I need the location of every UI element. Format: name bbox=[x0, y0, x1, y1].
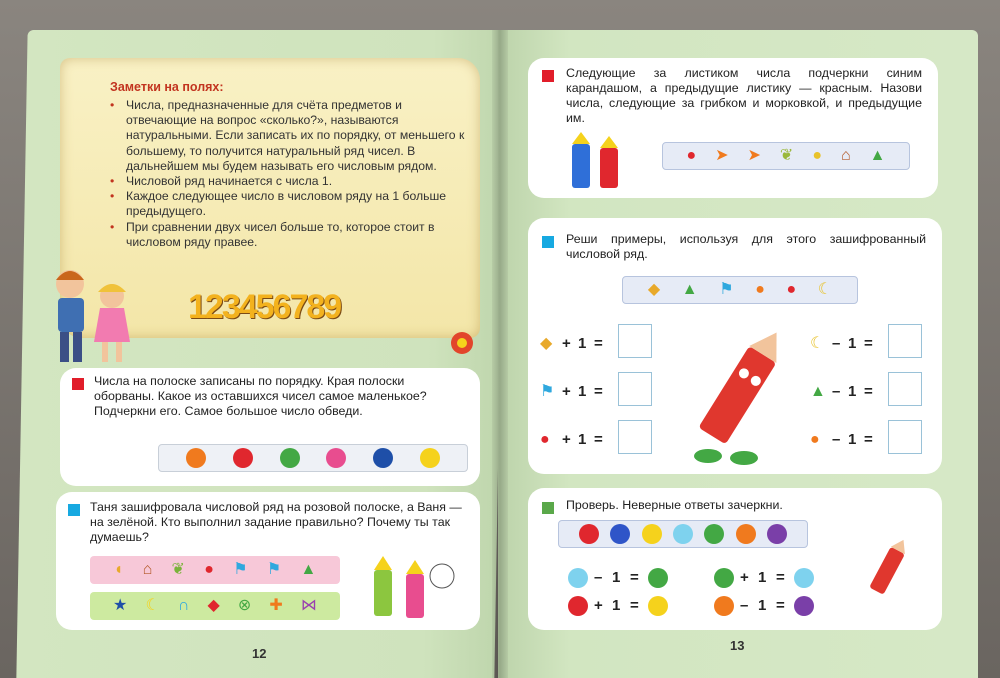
pink-strip bbox=[90, 556, 340, 584]
rainbow-icon: ∩ bbox=[177, 597, 190, 614]
pencils-illustration bbox=[562, 132, 642, 192]
task-card-ordering bbox=[60, 368, 480, 486]
margin-note: • Числовой ряд начинается с числа 1. bbox=[108, 174, 468, 189]
ball-icon: ● bbox=[810, 431, 820, 448]
dot-marker bbox=[736, 524, 756, 544]
book-spine bbox=[492, 30, 508, 678]
dot-marker bbox=[186, 448, 206, 468]
operator: + bbox=[594, 597, 603, 614]
cipher-strip bbox=[622, 276, 858, 304]
operand: 1 bbox=[578, 335, 587, 352]
dots-strip bbox=[158, 444, 468, 472]
moon-icon: ☾ bbox=[817, 281, 833, 298]
task-text: Следующие за листиком числа подчеркни синим карандашом, а предыдущие листику — красным. Назови числа, следующие за грибком и морковкой, и предыдущие им. bbox=[566, 66, 922, 125]
equals-sign: = bbox=[630, 569, 639, 586]
task-text: Таня зашифровала числовой ряд на розовой полоске, а Ваня — на зелёной. Кто выполнил задание правильно? Почему ты так думаешь? bbox=[90, 500, 462, 544]
operand: 1 bbox=[612, 597, 621, 614]
equals-sign: = bbox=[864, 335, 873, 352]
margin-notes-list bbox=[108, 98, 468, 250]
equals-sign: = bbox=[776, 597, 785, 614]
dot-marker bbox=[373, 448, 393, 468]
equals-sign: = bbox=[776, 569, 785, 586]
page-number-left: 12 bbox=[252, 646, 267, 661]
equals-sign: = bbox=[594, 335, 603, 352]
dot-marker bbox=[673, 524, 693, 544]
operand: 1 bbox=[758, 597, 767, 614]
red-square-icon bbox=[72, 378, 84, 390]
dot-marker bbox=[326, 448, 346, 468]
flower-icon bbox=[447, 328, 477, 358]
fish-icon: ◆ bbox=[540, 335, 553, 352]
red-square-icon bbox=[542, 70, 554, 82]
dot-marker[interactable] bbox=[648, 568, 668, 588]
answer-box[interactable] bbox=[888, 372, 922, 406]
answer-box[interactable] bbox=[618, 372, 652, 406]
flag-icon: ⚑ bbox=[266, 561, 282, 578]
dot-marker bbox=[568, 568, 588, 588]
dot-marker bbox=[704, 524, 724, 544]
answer-box[interactable] bbox=[888, 420, 922, 454]
moon-icon: ☾ bbox=[145, 597, 160, 614]
flag-icon: ⚑ bbox=[233, 561, 248, 578]
ball-icon: ● bbox=[755, 281, 765, 298]
equals-sign: = bbox=[594, 431, 603, 448]
apple-icon: ● bbox=[686, 147, 697, 164]
operand: 1 bbox=[578, 431, 587, 448]
operator: – bbox=[740, 597, 749, 614]
operator: – bbox=[832, 383, 841, 400]
tree-icon: ▲ bbox=[810, 383, 826, 400]
tree-icon: ▲ bbox=[681, 281, 698, 298]
dot-marker bbox=[568, 596, 588, 616]
margin-note: • Каждое следующее число в числовом ряду на 1 больше предыдущего. bbox=[108, 189, 468, 219]
circle-x-icon: ⊗ bbox=[237, 597, 252, 614]
operator: – bbox=[594, 569, 603, 586]
operand: 1 bbox=[758, 569, 767, 586]
turnip-icon: ● bbox=[812, 147, 822, 164]
moon-icon: ☾ bbox=[810, 335, 825, 352]
apple-icon: ● bbox=[540, 431, 550, 448]
task-card-examples bbox=[528, 218, 942, 474]
green-square-icon bbox=[542, 502, 554, 514]
operand: 1 bbox=[848, 335, 857, 352]
pear-icon: ◖ bbox=[113, 561, 124, 578]
operator: + bbox=[562, 383, 571, 400]
task-card-underline bbox=[528, 58, 938, 198]
operand: 1 bbox=[848, 431, 857, 448]
dot-marker[interactable] bbox=[648, 596, 668, 616]
operator: + bbox=[562, 431, 571, 448]
blue-square-icon bbox=[68, 504, 80, 516]
operand: 1 bbox=[578, 383, 587, 400]
dot-marker bbox=[642, 524, 662, 544]
task-text: Реши примеры, используя для этого зашифрованный числовой ряд. bbox=[566, 232, 926, 261]
operator: + bbox=[562, 335, 571, 352]
operand: 1 bbox=[848, 383, 857, 400]
dot-marker bbox=[714, 596, 734, 616]
task-text: Проверь. Неверные ответы зачеркни. bbox=[566, 498, 783, 512]
leaf-icon: ❦ bbox=[779, 147, 794, 164]
operand: 1 bbox=[612, 569, 621, 586]
food-strip bbox=[662, 142, 910, 170]
digits-illustration: 123456789 bbox=[188, 288, 341, 326]
tree-icon: ▲ bbox=[869, 147, 886, 164]
bow-icon: ⋈ bbox=[300, 597, 317, 614]
green-strip bbox=[90, 592, 340, 620]
carrot-icon: ➤ bbox=[747, 147, 761, 164]
operator: – bbox=[832, 335, 841, 352]
answer-box[interactable] bbox=[888, 324, 922, 358]
color-strip bbox=[558, 520, 808, 548]
dot-marker bbox=[280, 448, 300, 468]
margin-note: • При сравнении двух чисел больше то, которое стоит в числовом ряду правее. bbox=[108, 220, 468, 250]
equals-sign: = bbox=[630, 597, 639, 614]
blue-square-icon bbox=[542, 236, 554, 248]
leaf-icon: ❦ bbox=[171, 561, 185, 578]
apple-icon: ● bbox=[786, 281, 797, 298]
equals-sign: = bbox=[594, 383, 603, 400]
dot-marker bbox=[579, 524, 599, 544]
children-illustration bbox=[40, 262, 140, 368]
fish-icon: ◆ bbox=[647, 281, 661, 298]
cross-icon: ✚ bbox=[269, 597, 283, 614]
pencil-character-illustration bbox=[858, 534, 918, 604]
flag-icon: ⚑ bbox=[540, 383, 555, 400]
equals-sign: = bbox=[864, 383, 873, 400]
apple-icon: ● bbox=[204, 561, 214, 578]
dot-marker bbox=[767, 524, 787, 544]
arrow-up-icon: ▲ bbox=[300, 561, 317, 578]
flag-icon: ⚑ bbox=[719, 281, 734, 298]
operator: – bbox=[832, 431, 841, 448]
task-text: Числа на полоске записаны по порядку. Края полоски оборваны. Какое из оставшихся чисел самое маленькое? Подчеркни его. Самое большое число обведи. bbox=[94, 374, 427, 418]
mushroom-icon: ⌂ bbox=[840, 147, 851, 164]
task-card-cipher bbox=[56, 492, 480, 630]
margin-notes-title: Заметки на полях: bbox=[110, 80, 224, 94]
operator: + bbox=[740, 569, 749, 586]
dot-marker bbox=[420, 448, 440, 468]
dot-marker[interactable] bbox=[794, 596, 814, 616]
task-card-check bbox=[528, 488, 942, 630]
mushroom-icon: ⌂ bbox=[142, 561, 153, 578]
equals-sign: = bbox=[864, 431, 873, 448]
margin-note: • Числа, предназначенные для счёта предметов и отвечающие на вопрос «сколько?», называются натуральными. Если записать их по порядку, от меньшего к большему, то получится натуральный ряд чисел. В дальнейшем мы будем называть его числовым рядом. bbox=[108, 98, 468, 174]
star-icon: ★ bbox=[113, 597, 128, 614]
dot-marker bbox=[610, 524, 630, 544]
dot-marker bbox=[233, 448, 253, 468]
page-number-right: 13 bbox=[730, 638, 745, 653]
answer-box[interactable] bbox=[618, 420, 652, 454]
diamond-icon: ◆ bbox=[207, 597, 220, 614]
dot-marker bbox=[714, 568, 734, 588]
pencils-illustration bbox=[354, 556, 464, 626]
pencil-character-illustration bbox=[668, 328, 808, 468]
dot-marker[interactable] bbox=[794, 568, 814, 588]
answer-box[interactable] bbox=[618, 324, 652, 358]
carrot-icon: ➤ bbox=[715, 147, 729, 164]
